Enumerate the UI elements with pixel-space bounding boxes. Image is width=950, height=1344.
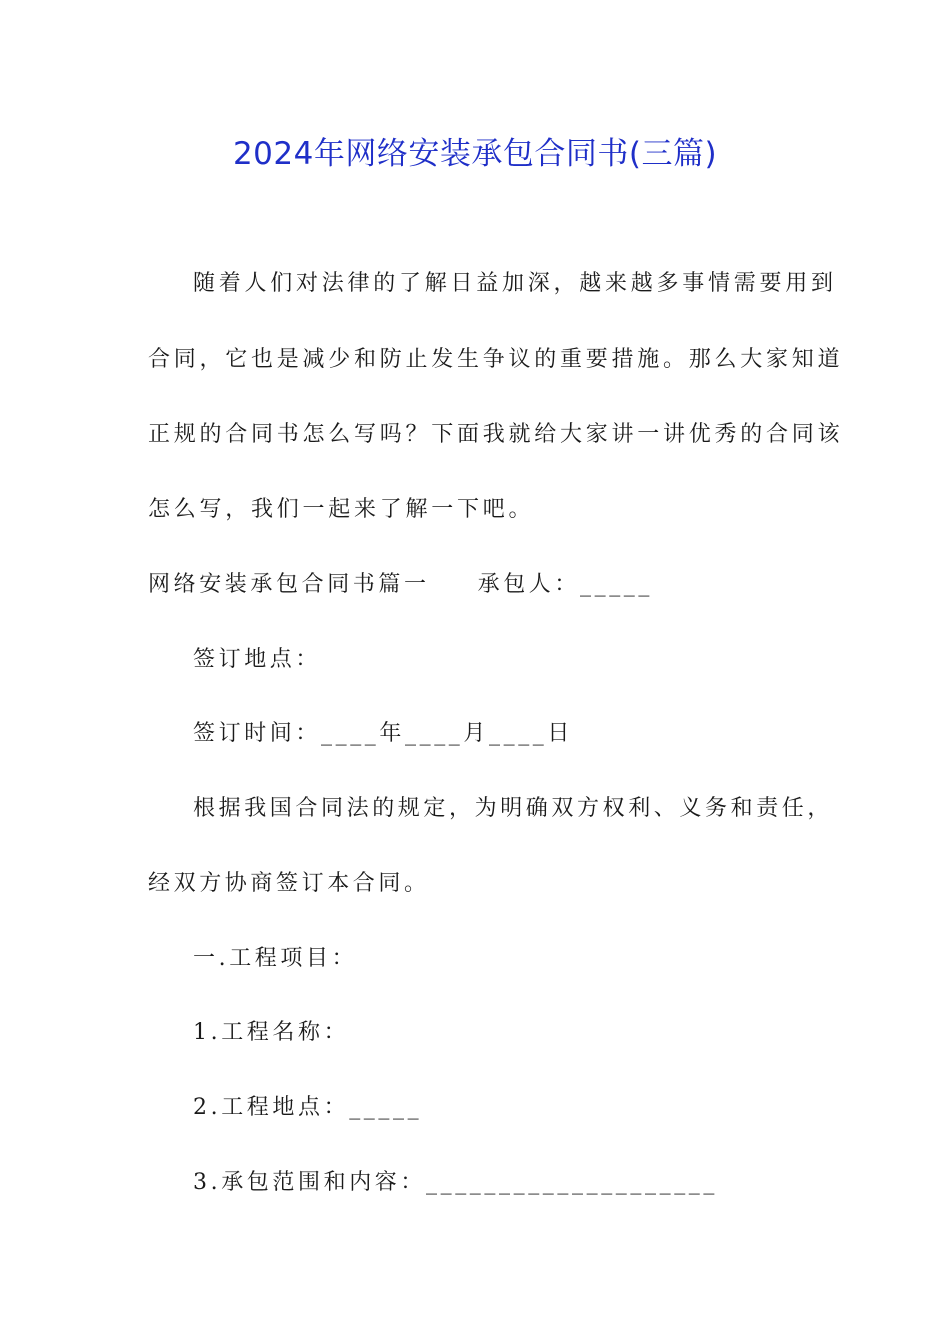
intro-line-1: 随着人们对法律的了解日益加深，越来越多事情需要用到 xyxy=(193,271,837,296)
sign-place-field: 签订地点： xyxy=(193,647,322,672)
intro-line-2: 合同，它也是减少和防止发生争议的重要措施。那么大家知道 xyxy=(148,347,844,372)
item-project-location: 2.工程地点：_____ xyxy=(193,1095,423,1120)
item-project-name: 1.工程名称： xyxy=(193,1020,350,1045)
basis-line-2: 经双方协商签订本合同。 xyxy=(148,871,430,896)
section-heading-row xyxy=(148,567,653,603)
contractor-field: 承包人：_____ xyxy=(477,572,654,597)
intro-line-3: 正规的合同书怎么写吗？下面我就给大家讲一讲优秀的合同该 xyxy=(148,422,844,447)
section-heading: 网络安装承包合同书篇一 xyxy=(148,572,430,597)
basis-line-1: 根据我国合同法的规定，为明确双方权利、义务和责任， xyxy=(193,796,834,821)
project-heading: 一.工程项目： xyxy=(193,946,358,971)
sign-time-field: 签订时间：____年____月____日 xyxy=(193,721,574,746)
document-title: 2024年网络安装承包合同书(三篇) xyxy=(232,136,718,172)
item-scope-content: 3.承包范围和内容：____________________ xyxy=(193,1170,718,1195)
intro-line-4: 怎么写，我们一起来了解一下吧。 xyxy=(148,497,535,522)
